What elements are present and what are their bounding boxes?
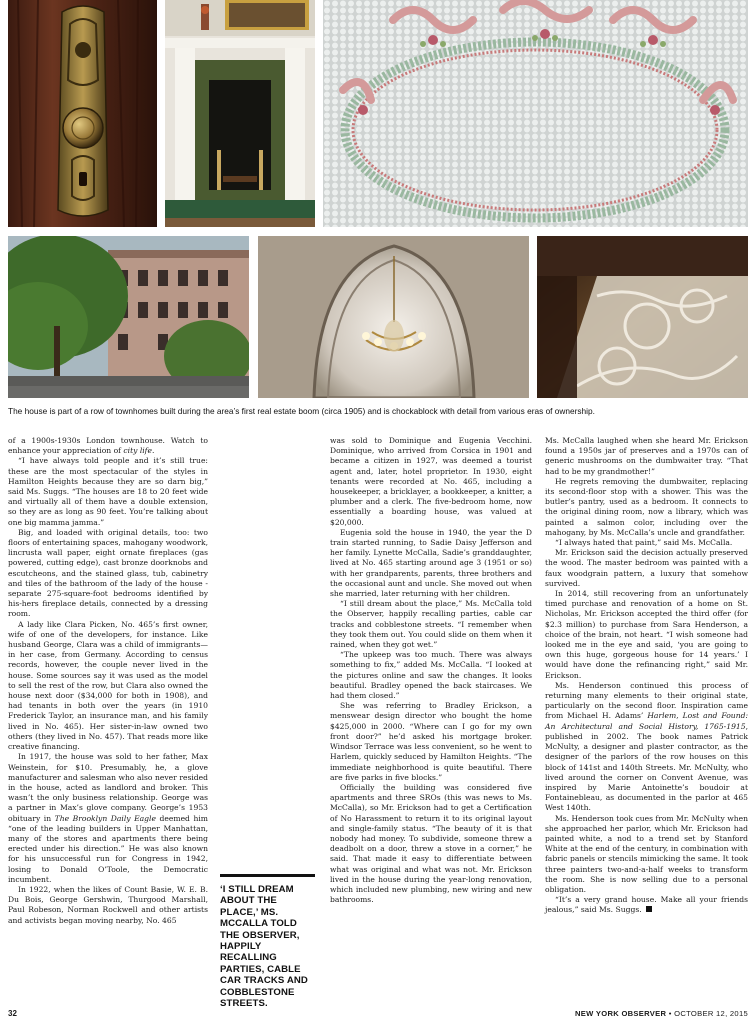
- publication-name: NEW YORK OBSERVER: [575, 1009, 667, 1018]
- paragraph: “I have always told people and it’s still true: these are the most spectacular of the styles in Hamilton Heights because they are so darn big,” said Ms. Suggs. “The houses are 18 to 20 feet wide and virtually all of them have a double extension, so they are as long as 90 feet. You’re talking about one big mamma jamma.”: [8, 456, 208, 527]
- paragraph: A lady like Clara Picken, No. 465’s first owner, wife of one of the developers, for instance. Like husband George, Clara was a child of immigrants—in her case, from Germany. According to census records, however, the couple never lived in the house. Some sources say it was used as the model to sell the rest of the row, but Clara also owned the house next door ($34,000 for both in 1908), and had tenants in both over the years (in 1910 Frederick Taylor, an insurance man, and his family lived in No. 465). Her sister-in-law owned two others (they lived in No. 457). That reads more like creative financing.: [8, 619, 208, 752]
- paragraph: Mr. Erickson said the decision actually preserved the wood. The master bedroom was painted with a faux woodgrain pattern, a luxury that somehow survived.: [545, 548, 748, 588]
- issue-date: OCTOBER 12, 2015: [674, 1009, 748, 1018]
- article-column-3: [330, 436, 532, 905]
- tile-floor-photo: [323, 0, 748, 227]
- paragraph: Big, and loaded with original details, too: two floors of entertaining spaces, mahogany woodwork, lincrusta wall paper, eight ornate fireplaces (gas powered, cutting edge), cast bronze doorknobs and escutcheons, and the stained glass, tub, cabinetry and tiles of the bathroom of the lady of the house -separate 275-square-foot bedrooms identified by his-hers fireplace details, connected by a dressing room.: [8, 527, 208, 619]
- paragraph: In 2014, still recovering from an unfortunately timed purchase and renovation of a home on St. Nicholas, Mr. Erickson accepted the third offer (for $2.3 million) to purchase from Sara Henderson, a choice of the brain, not heart. “I wish someone had looked me in the eye and said, ‘you are going to own this huge, gorgeous house for 14 years.’ I would have done the refinancing right,” said Mr. Erickson.: [545, 589, 748, 680]
- photo-caption: The house is part of a row of townhomes built during the area’s first real estate boom (circa 1905) and is chockablock with detail from various eras of ownership.: [8, 406, 595, 416]
- paragraph: Ms. McCalla laughed when she heard Mr. Erickson found a 1950s jar of preserves and a 1970s can of generic mushrooms on the dumbwaiter tray. “That had to be my grandmother!”: [545, 436, 748, 476]
- paragraph: He regrets removing the dumbwaiter, replacing its second-floor stop with a shower. This was the butler’s pantry, used as a bedroom. It connects to the original dining room, now a library, which was painted a salmon color, including over the mahogany, by Ms. McCalla’s uncle and grandfather.: [545, 476, 748, 537]
- pull-quote: ‘I STILL DREAM ABOUT THE PLACE,’ MS. MCCALLA TOLD THE OBSERVER, HAPPILY RECALLING PARTIES, CABLE CAR TRACKS AND COBBLESTONE STREETS.: [220, 874, 315, 1009]
- closing-quote-text: “It’s a very grand house. Make all your friends jealous,” said Ms. Suggs.: [545, 895, 748, 915]
- paragraph: Officially the building was considered five apartments and three SROs (this was news to Ms. McCalla), so Mr. Erickson had to get a Certification of No Harassment to return it to its original layout and single-family status. “The beauty of it is that nobody had money. To subdivide, someone threw a deadbolt on a door, threw a stove in a corner,” he said. That made it easy to differentiate between what was original and what was not. Mr. Erickson lived in the house during the year-long renovation, which included new plumbing, new wiring and new bathrooms.: [330, 782, 532, 905]
- chandelier-photo: [258, 236, 529, 398]
- fireplace-photo: [165, 0, 315, 227]
- paragraph: In 1922, when the likes of Count Basie, W. E. B. Du Bois, George Gershwin, Thurgood Marshall, Paul Robeson, Norman Rockwell and other artists and activists began moving nearby, No. 465: [8, 884, 208, 925]
- paragraph: “The upkeep was too much. There was always something to fix,” added Ms. McCalla. “I looked at the pictures online and saw the changes. It looks beautiful. Bradley opened the back staircases. We had them closed.”: [330, 650, 532, 701]
- folio-separator: •: [666, 1009, 675, 1018]
- end-mark-icon: [646, 906, 652, 912]
- article-column-4: [545, 436, 748, 916]
- paragraph: [545, 895, 748, 915]
- publication-folio: [575, 1009, 748, 1018]
- paragraph: “I always hated that paint,” said Ms. McCalla.: [555, 538, 733, 548]
- paragraph: In 1917, the house was sold to her father, Max Weinstein, for $10. Presumably, he, a glove manufacturer and salesman who also never resided in the house, acted as landlord and broker. This wasn’t the only business relationship. George was a partner in Max’s glove company. George’s 1953 obituary in The Brooklyn Daily Eagle deemed him “one of the leading builders in Upper Manhattan, many of the stores and apartments there being erected under his direction.” He was also known for his unsuccessful run for Congress in 1942, losing to Donald O’Toole, the Democratic incumbent.: [8, 752, 208, 884]
- door-knob-escutcheon-photo: [8, 0, 157, 227]
- townhouse-row-photo: [8, 236, 249, 398]
- stenciled-floor-photo: [537, 236, 748, 398]
- paragraph: of a 1900s-1930s London townhouse. Watch to enhance your appreciation of city life.: [8, 436, 208, 456]
- paragraph: Ms. Henderson continued this process of returning many elements to their original state, particularly on the second floor. Inspiration came from Michael H. Adams’ Harlem, Lost and Found: An Architectural and Social History, 1765-1915, published in 2002. The book names Patrick McNulty, a designer and plaster contractor, as the designer of the parlors of the row houses on this block of 141st and 140th Streets. Mr. McNulty, who lived around the corner on Convent Avenue, was inspired by Marie Antoinette’s boudoir at Fontainebleau, as documented in the parlor at 465 West 140th.: [545, 680, 748, 813]
- paragraph: “I still dream about the place,” Ms. McCalla told the Observer, happily recalling parties, cable car tracks and cobblestone streets. “I remember when they took them out. You could slide on them when it rained, when they got wet.”: [330, 599, 532, 650]
- paragraph: She was referring to Bradley Erickson, a menswear design director who bought the home $425,000 in 2000. “Where can I go for my own front door?” he’d asked his mortgage broker. Windsor Terrace was less convenient, so he went to Harlem, quickly seduced by Hamilton Heights. “The immediate neighborhood is quite beautiful. There are five parks in five blocks.”: [330, 701, 532, 782]
- paragraph: Ms. Henderson took cues from Mr. McNulty when she approached her parlor, which Mr. Erickson had painted white, a nod to a trend set by Stanford White at the end of the century, in combination with fabric panels or stencils mimicking the same. It took three painters two-and-a-half weeks to transform the room. She is now selling due to a personal obligation.: [545, 813, 748, 894]
- page-number: 32: [8, 1009, 17, 1018]
- article-column-1: [8, 436, 208, 926]
- paragraph: was sold to Dominique and Eugenia Vecchini. Dominique, who arrived from Corsica in 1901 and became a citizen in 1927, was deemed a tourist agent and, later, hotel proprietor. In 1930, eight tenants were recorded at No. 465, including a housekeeper, a bricklayer, a bookkeeper, a knitter, a plumber and a clerk. The five-bedroom home, now essentially a boarding house, was valued at $20,000.: [330, 436, 532, 527]
- paragraph: Eugenia sold the house in 1940, the year the D train started running, to Sadie Daisy Jefferson and her family. Lynette McCalla, Sadie’s granddaughter, lived at No. 465 starting around age 3 (1951 or so) with her grandparents, parents, three brothers and the occasional aunt and uncle. She moved out when she married, later returning with her children.: [330, 527, 532, 599]
